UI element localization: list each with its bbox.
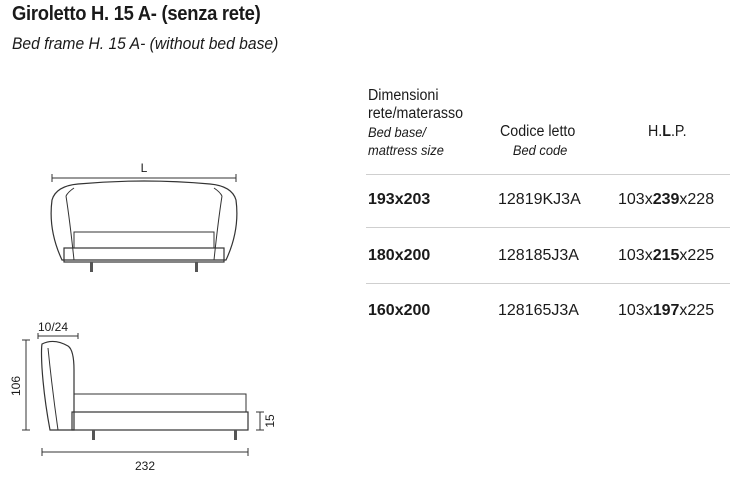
column-header-hlp: H.L.P. (648, 123, 687, 140)
frame-height-label: 15 (263, 414, 277, 428)
code-cell: 12819KJ3A (498, 191, 581, 208)
length-dimension-label: 232 (134, 459, 156, 473)
table-divider (366, 227, 730, 228)
hlp-cell: 103x197x225 (618, 302, 715, 319)
size-cell: 180x200 (368, 247, 431, 264)
column-header-size: Dimensioni rete/materasso Bed base/ mattress size (368, 87, 464, 158)
size-cell: 193x203 (368, 191, 431, 208)
side-view-drawing (8, 318, 278, 478)
table-divider (366, 174, 730, 175)
front-view-drawing (40, 150, 260, 280)
headboard-depth-label: 10/24 (38, 320, 69, 334)
table-divider (366, 283, 730, 284)
page-subtitle: Bed frame H. 15 A- (without bed base) (12, 34, 279, 53)
code-cell: 128165J3A (498, 302, 579, 319)
size-cell: 160x200 (368, 302, 431, 319)
side-mattress-outline (74, 394, 246, 412)
page-title: Giroletto H. 15 A- (senza rete) (12, 3, 261, 25)
width-dimension-label: L (140, 161, 148, 175)
side-frame-outline (72, 412, 248, 430)
code-cell: 128185J3A (498, 247, 579, 264)
height-dimension-label: 106 (9, 375, 23, 397)
side-headboard-outline (42, 341, 75, 430)
mattress-outline (74, 232, 214, 248)
hlp-cell: 103x239x228 (618, 191, 715, 208)
hlp-cell: 103x215x225 (618, 247, 715, 264)
column-header-code: Codice letto Bed code (500, 123, 576, 158)
